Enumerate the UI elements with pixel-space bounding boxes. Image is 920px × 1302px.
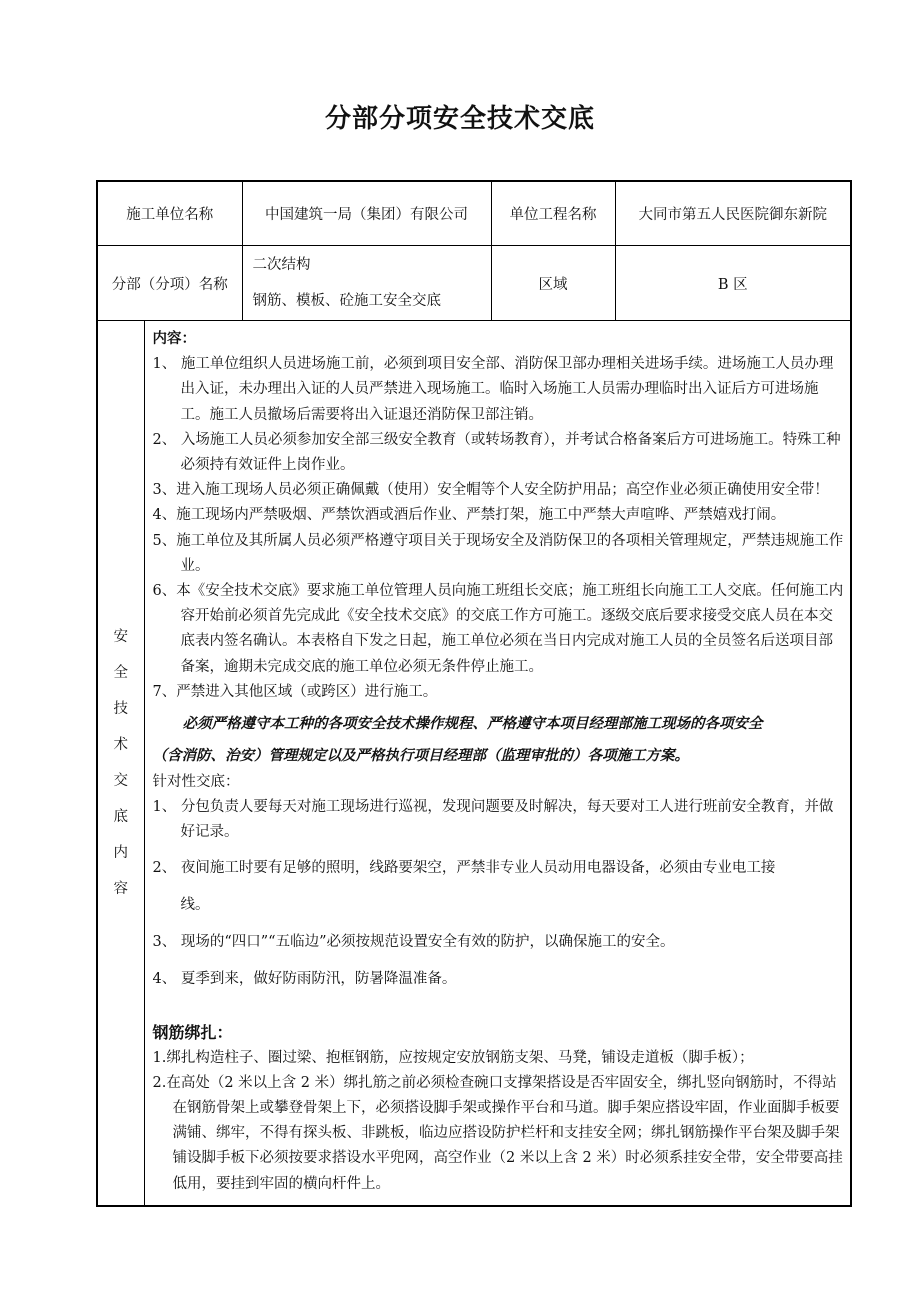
- content-item: 4、施工现场内严禁吸烟、严禁饮酒或酒后作业、严禁打架，施工中严禁大声喧哗、严禁嬉戏打闹。: [152, 507, 786, 524]
- targeted-item: 2、 夜间施工时要有足够的照明，线路要架空，严禁非专业人员动用电器设备，必须由专业电工接: [152, 859, 776, 876]
- rebar-item: 1.绑扎构造柱子、圈过梁、抱框钢筋，应按规定安放钢筋支架、马凳，铺设走道板（脚手板）；: [152, 1049, 754, 1066]
- content-item: 6、本《安全技术交底》要求施工单位管理人员向施工班组长交底；施工班组长向施工工人交底。任何施工内容开始前必须首先完成此《安全技术交底》的交底工作方可施工。逐级交底后要求接受交底人员在本交底表内签名确认。本表格自下发之日起，施工单位必须在当日内完成对施工人员的全员签名后送项目部备案，逾期未完成交底的施工单位必须无条件停止施工。: [152, 583, 844, 675]
- unit-label: 施工单位名称: [97, 181, 242, 246]
- targeted-item: 1、 分包负责人要每天对施工现场进行巡视，发现问题要及时解决，每天要对工人进行班前安全教育，并做好记录。: [152, 799, 834, 841]
- side-char: 交: [113, 772, 128, 789]
- side-char: 内: [113, 844, 128, 861]
- rebar-item: 2.在高处（2 米以上含 2 米）绑扎筋之前必须检查碗口支撑架搭设是否牢固安全，绑扎竖向钢筋时，不得站在钢筋骨架上或攀登骨架上下，必须搭设脚手架或操作平台和马道。脚手架应搭设牢固，作业面脚手板要满铺、绑牢，不得有探头板、非跳板，临边应搭设防护栏杆和支挂安全网；绑扎钢筋操作平台架及脚手架铺设脚手板下必须按要求搭设水平兜网，高空作业（2 米以上含 2 米）时必须系挂安全带，安全带要高挂低用，要挂到牢固的横向杆件上。: [152, 1074, 843, 1192]
- rebar-label: 钢筋绑扎：: [152, 1022, 233, 1042]
- disclosure-table: [96, 180, 852, 1207]
- side-char: 术: [113, 736, 128, 753]
- emphasis-line-2: （含消防、治安）管理规定以及严格执行项目经理部（监理审批的）各项施工方案。: [152, 747, 689, 765]
- row-part: [97, 246, 851, 321]
- document-title: 分部分项安全技术交底: [324, 104, 595, 134]
- content-item: 7、严禁进入其他区域（或跨区）进行施工。: [152, 683, 438, 700]
- area-value: B 区: [615, 246, 851, 321]
- content-item: 3、进入施工现场人员必须正确佩戴（使用）安全帽等个人安全防护用品；高空作业必须正确使用安全带！: [152, 482, 829, 499]
- targeted-label: 针对性交底：: [152, 774, 240, 791]
- emphasis-line-1: 必须严格遵守本工种的各项安全技术操作规程、严格遵守本项目经理部施工现场的各项安全: [182, 715, 763, 733]
- row-content: [97, 321, 851, 1206]
- unit-value: 中国建筑一局（集团）有限公司: [242, 181, 491, 246]
- project-label: 单位工程名称: [491, 181, 615, 246]
- area-label: 区域: [491, 246, 615, 321]
- content-heading: 内容：: [152, 331, 196, 347]
- side-char: 全: [113, 664, 128, 681]
- side-char: 安: [113, 628, 128, 645]
- targeted-item: 4、 夏季到来，做好防雨防汛，防暑降温准备。: [152, 970, 457, 987]
- targeted-item-continued: 线。: [180, 896, 210, 913]
- side-char: 底: [113, 808, 128, 825]
- row-unit: [97, 181, 851, 246]
- targeted-item: 3、 现场的“四口”“五临边”必须按规范设置安全有效的防护，以确保施工的安全。: [152, 933, 675, 950]
- part-value: [242, 246, 491, 321]
- content-cell: [144, 321, 851, 1206]
- part-value-line-1: 二次结构: [252, 257, 311, 273]
- part-value-line-2: 钢筋、模板、砼施工安全交底: [252, 293, 441, 309]
- content-item: 2、 入场施工人员必须参加安全部三级安全教育（或转场教育），并考试合格备案后方可进场施工。特殊工种必须持有效证件上岗作业。: [152, 431, 841, 474]
- content-item: 5、施工单位及其所属人员必须严格遵守项目关于现场安全及消防保卫的各项相关管理规定，严禁违规施工作业。: [152, 532, 844, 574]
- part-label: 分部（分项）名称: [97, 246, 242, 321]
- side-label: [97, 321, 144, 1206]
- side-char: 容: [113, 880, 128, 897]
- content-item: 1、 施工单位组织人员进场施工前，必须到项目安全部、消防保卫部办理相关进场手续。进场施工人员办理出入证，未办理出入证的人员严禁进入现场施工。临时入场施工人员需办理临时出入证后方可进场施工。施工人员撤场后需要将出入证退还消防保卫部注销。: [152, 356, 834, 423]
- project-value: 大同市第五人民医院御东新院: [615, 181, 851, 246]
- side-char: 技: [113, 700, 128, 717]
